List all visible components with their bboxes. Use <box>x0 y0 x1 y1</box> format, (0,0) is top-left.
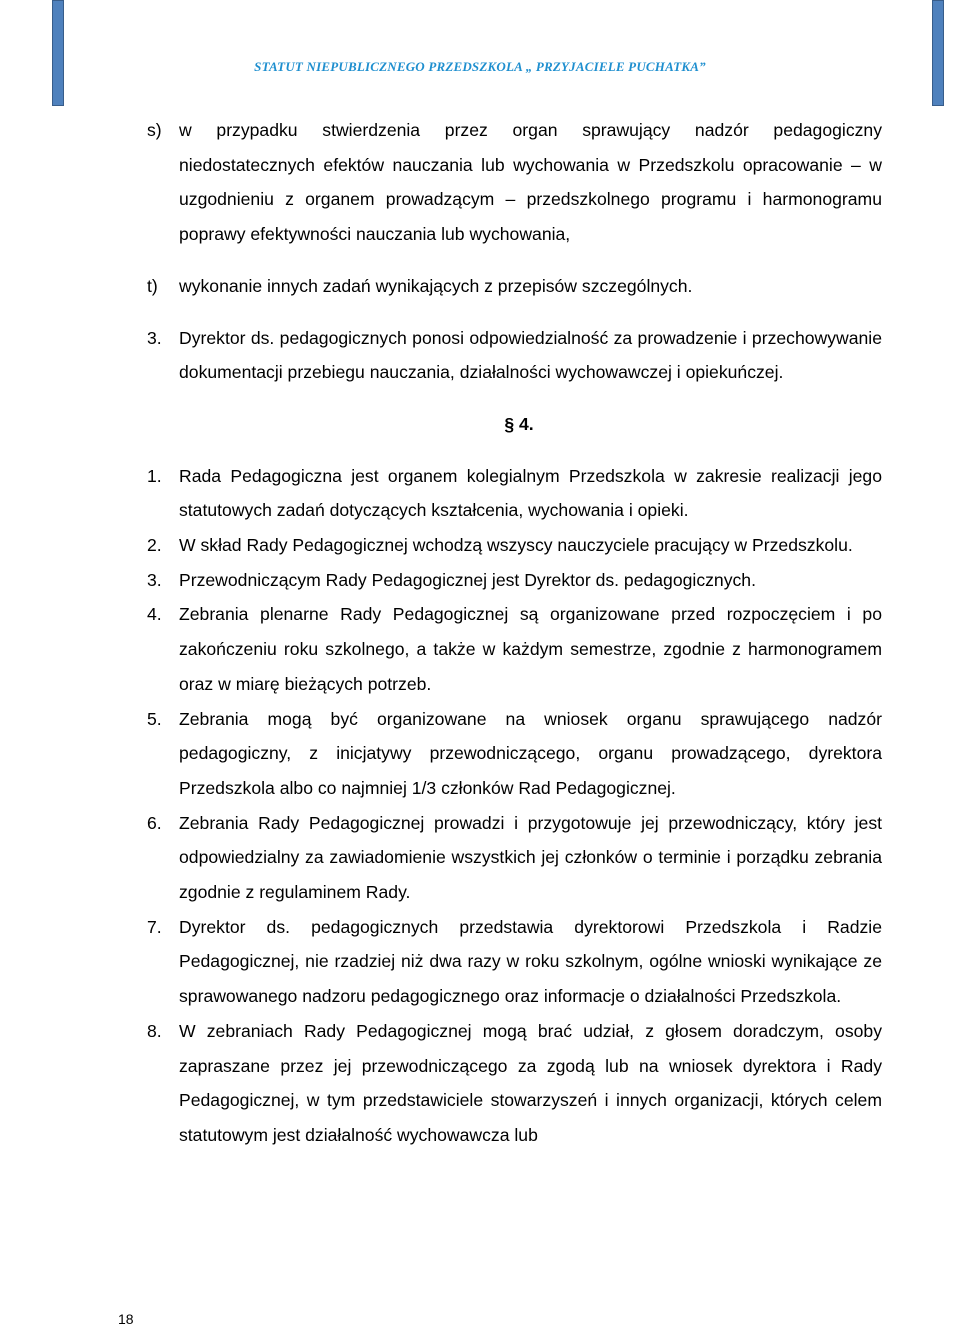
list-marker: t) <box>147 275 158 296</box>
list-item-s <box>147 113 882 252</box>
point-marker: 3. <box>147 327 162 348</box>
point-text: Zebrania mogą być organizowane na wniosek organu sprawującego nadzór pedagogiczny, z inicjatywy przewodniczącego, organu prowadzącego, dyrektora Przedszkola albo co najmniej 1/3 członków Rad Pedagogicznej. <box>179 708 882 798</box>
paragraph-point-8 <box>147 1014 882 1153</box>
page-header-title: STATUT NIEPUBLICZNEGO PRZEDSZKOLA „ PRZYJACIELE PUCHATKA” <box>254 59 706 74</box>
paragraph-point-5 <box>147 702 882 806</box>
list-item-text: wykonanie innych zadań wynikających z przepisów szczególnych. <box>179 275 693 296</box>
point-marker: 7. <box>147 916 162 937</box>
point-marker: 5. <box>147 708 162 729</box>
point-marker: 4. <box>147 604 162 625</box>
page-number: 18 <box>118 1311 134 1327</box>
list-item-t <box>147 269 882 304</box>
section-heading <box>147 407 882 442</box>
point-marker: 3. <box>147 569 162 590</box>
point-text: Zebrania Rady Pedagogicznej prowadzi i przygotowuje jej przewodniczący, który jest odpowiedzialny za zawiadomienie wszystkich jej członków o terminie i porządku zebrania zgodnie z regulaminem Rady. <box>179 812 882 903</box>
point-text: Przewodniczącym Rady Pedagogicznej jest Dyrektor ds. pedagogicznych. <box>179 569 756 590</box>
list-item-text: w przypadku stwierdzenia przez organ sprawujący nadzór pedagogiczny niedostatecznych efektów nauczania lub wychowania w Przedszkolu opracowanie – w uzgodnieniu z organem prowadzącym – przedszkolnego programu i harmonogramu poprawy efektywności nauczania lub wychowania, <box>179 120 882 245</box>
point-marker: 6. <box>147 812 162 833</box>
right-decorative-bar <box>932 0 944 106</box>
paragraph-point-2 <box>147 528 882 563</box>
section-symbol: § <box>504 413 515 434</box>
point-marker: 8. <box>147 1020 162 1041</box>
paragraph-point-7 <box>147 910 882 1014</box>
point-text: W skład Rady Pedagogicznej wchodzą wszyscy nauczyciele pracujący w Przedszkolu. <box>179 535 853 556</box>
document-body <box>147 113 882 1153</box>
point-text: Dyrektor ds. pedagogicznych ponosi odpowiedzialność za prowadzenie i przechowywanie dokumentacji przebiegu nauczania, działalności wychowawczej i opiekuńczej. <box>179 327 882 383</box>
point-marker: 2. <box>147 535 162 556</box>
left-decorative-bar <box>52 0 64 106</box>
point-marker: 1. <box>147 465 162 486</box>
list-marker: s) <box>147 120 162 140</box>
paragraph-point-4 <box>147 597 882 701</box>
paragraph-point-6 <box>147 806 882 910</box>
point-text: Rada Pedagogiczna jest organem kolegialnym Przedszkola w zakresie realizacji jego statutowych zadań dotyczących kształcenia, wychowania i opieki. <box>179 465 882 521</box>
point-text: W zebraniach Rady Pedagogicznej mogą brać udział, z głosem doradczym, osoby zapraszane przez jej przewodniczącego za zgodą lub na wniosek dyrektora i Rady Pedagogicznej, w tym przedstawiciele stowarzyszeń i innych organizacji, których celem statutowym jest działalność wychowawcza lub <box>179 1020 882 1145</box>
paragraph-point-3 <box>147 563 882 598</box>
paragraph-point-1 <box>147 459 882 528</box>
section-number: 4. <box>519 413 534 434</box>
paragraph-point-3-prev <box>147 321 882 390</box>
point-text: Zebrania plenarne Rady Pedagogicznej są organizowane przed rozpoczęciem i po zakończeniu roku szkolnego, a także w każdym semestrze, zgodnie z harmonogramem oraz w miarę bieżących potrzeb. <box>179 604 882 694</box>
point-text: Dyrektor ds. pedagogicznych przedstawia dyrektorowi Przedszkola i Radzie Pedagogicznej, nie rzadziej niż dwa razy w roku szkolnym, ogólne wnioski wynikające ze sprawowanego nadzoru pedagogicznego oraz informacje o działalności Przedszkola. <box>179 916 882 1007</box>
